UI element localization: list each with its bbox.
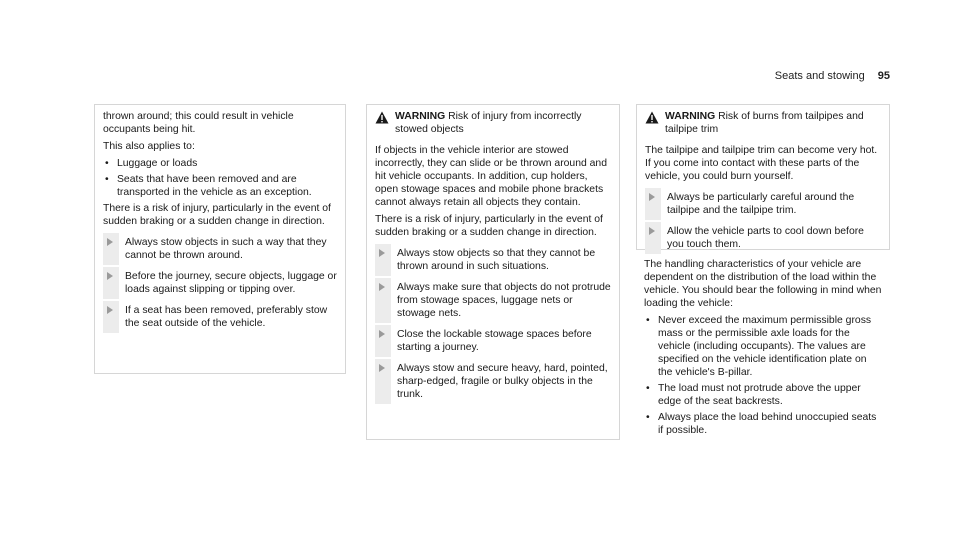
list-item: • The load must not protrude above the upper edge of the seat backrests. <box>644 382 882 408</box>
instruction-step <box>375 362 611 401</box>
step-text: Always stow objects so that they cannot be thrown around in such situations. <box>397 248 596 272</box>
play-arrow-icon <box>107 272 113 280</box>
instruction-step <box>103 270 337 296</box>
play-arrow-icon <box>379 364 385 372</box>
warning-label: WARNING <box>395 111 446 122</box>
play-arrow-icon <box>379 330 385 338</box>
list-item: • Never exceed the maximum permissible gross mass or the permissible axle loads for the vehicle (including occupants). The values are specified on the vehicle identification plate on the vehicle's B-pillar. <box>644 314 882 379</box>
list-item: • Always place the load behind unoccupied seats if possible. <box>644 411 882 437</box>
instruction-step <box>375 281 611 320</box>
section-title: Seats and stowing <box>774 70 865 82</box>
warning-triangle-icon <box>375 111 389 124</box>
loading-intro: The handling characteristics of your vehicle are dependent on the distribution of the load within the vehicle. You should bear the following in mind when loading the vehicle: <box>644 259 882 309</box>
warning-triangle-icon <box>645 111 659 124</box>
warning-body: The tailpipe and tailpipe trim can become very hot. If you come into contact with these parts of the vehicle, you could burn yourself. <box>645 145 878 182</box>
instruction-step <box>375 328 611 354</box>
intro-text: thrown around; this could result in vehicle occupants being hit. <box>103 111 294 135</box>
instruction-step <box>103 236 337 262</box>
warning-text: Risk of injury from incorrectly stowed objects <box>395 111 582 135</box>
step-text: Always stow and secure heavy, hard, pointed, sharp-edged, fragile or bulky objects in the trunk. <box>397 363 608 400</box>
step-text: If a seat has been removed, preferably stow the seat outside of the vehicle. <box>125 305 328 329</box>
list-item: • Seats that have been removed and are transported in the vehicle as an exception. <box>103 173 337 199</box>
warning-body-risk: There is a risk of injury, particularly in the event of sudden braking or a sudden change in direction. <box>375 214 603 238</box>
warning-heading <box>395 110 611 136</box>
page-header <box>775 70 890 83</box>
warning-header <box>645 110 881 136</box>
step-text: Allow the vehicle parts to cool down before you touch them. <box>667 226 864 250</box>
loading-guidelines <box>636 258 890 440</box>
risk-text: There is a risk of injury, particularly in the event of sudden braking or a sudden change in direction. <box>103 203 331 227</box>
stowing-info-box <box>94 104 346 374</box>
warning-box-stowed-objects <box>366 104 620 440</box>
applies-text: This also applies to: <box>103 141 195 152</box>
play-arrow-icon <box>649 227 655 235</box>
play-arrow-icon <box>107 306 113 314</box>
instruction-step <box>103 304 337 330</box>
warning-heading <box>665 110 881 136</box>
play-arrow-icon <box>649 193 655 201</box>
page-number: 95 <box>877 70 890 82</box>
warning-text: Risk of burns from tailpipes and tailpipe trim <box>665 111 864 135</box>
instruction-step <box>375 247 611 273</box>
step-text: Always make sure that objects do not protrude from stowage spaces, luggage nets or stowage nets. <box>397 282 611 319</box>
warning-header <box>375 110 611 136</box>
play-arrow-icon <box>379 283 385 291</box>
warning-body: If objects in the vehicle interior are stowed incorrectly, they can slide or be thrown around and hit vehicle occupants. In addition, cup holders, open stowage spaces and mobile phone brackets cannot always retain all objects they contain. <box>375 145 607 208</box>
instruction-step <box>645 191 881 217</box>
warning-box-tailpipe <box>636 104 890 250</box>
step-text: Always stow objects in such a way that they cannot be thrown around. <box>125 237 327 261</box>
warning-label: WARNING <box>665 111 716 122</box>
instruction-step <box>645 225 881 251</box>
step-text: Before the journey, secure objects, luggage or loads against slipping or tipping over. <box>125 271 337 295</box>
step-text: Close the lockable stowage spaces before starting a journey. <box>397 329 592 353</box>
play-arrow-icon <box>107 238 113 246</box>
step-text: Always be particularly careful around the tailpipe and the tailpipe trim. <box>667 192 855 216</box>
list-item: • Luggage or loads <box>103 157 337 170</box>
play-arrow-icon <box>379 249 385 257</box>
